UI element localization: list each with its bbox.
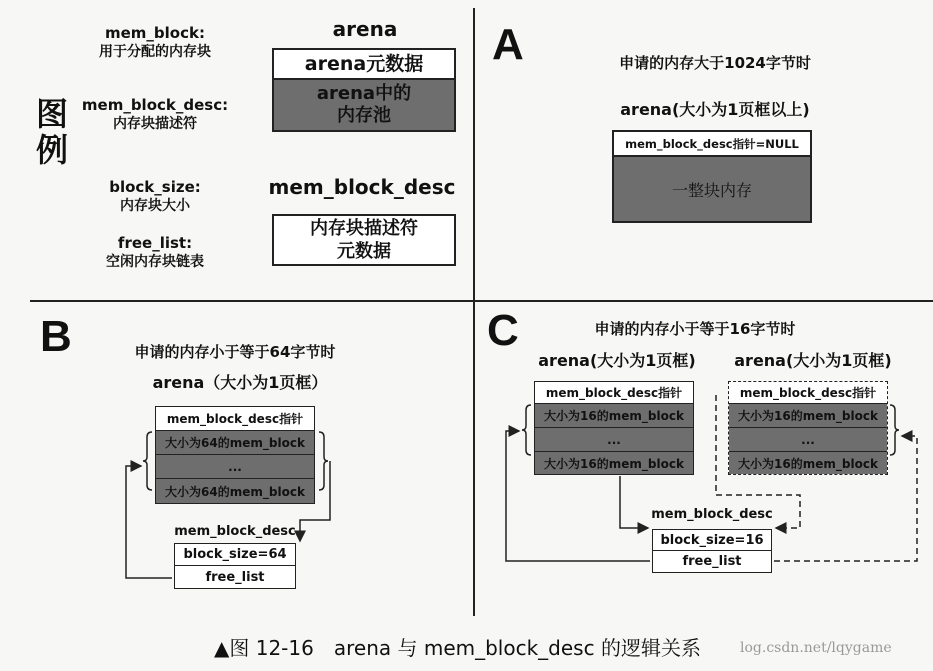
panel-c-arena-label-2: arena(大小为1页框) (734, 351, 892, 370)
free-list-to-arena2-c (774, 436, 917, 561)
panel-c-free-list: free_list (682, 554, 742, 569)
panel-b-block: ... (156, 455, 314, 479)
panel-c-block: 大小为16的mem_block (729, 404, 887, 428)
watermark: log.csdn.net/lqygame (740, 640, 892, 656)
panel-a-letter: A (492, 20, 524, 69)
panel-c-block: 大小为16的mem_block (535, 404, 693, 428)
panel-b-block-size: block_size=64 (175, 544, 295, 566)
legend-term-block-size: block_size: (109, 178, 201, 196)
figure-caption: ▲图 12-16 arena 与 mem_block_desc 的逻辑关系 (214, 636, 701, 660)
brace-right-c (890, 405, 899, 455)
panel-c-block: ... (535, 428, 693, 452)
legend-arena-title: arena (332, 17, 398, 41)
panel-c-ptr-1: mem_block_desc指针 (535, 382, 693, 404)
panel-b-block: 大小为64的mem_block (156, 479, 314, 503)
panel-c-block: 大小为16的mem_block (729, 452, 887, 474)
legend-term-mem-block: mem_block: (105, 24, 205, 42)
legend-desc-block-size: 内存块大小 (120, 198, 190, 214)
panel-b-ptr: mem_block_desc指针 (156, 407, 314, 431)
panel-c-ptr-2: mem_block_desc指针 (729, 382, 887, 404)
brace-left-c (522, 405, 531, 455)
legend-term-mem-block-desc: mem_block_desc: (81, 96, 229, 114)
panel-c-block: 大小为16的mem_block (535, 452, 693, 474)
panel-b-caption: 申请的内存小于等于64字节时 (134, 343, 336, 361)
panel-a-caption: 申请的内存大于1024字节时 (619, 54, 811, 72)
desc-link-c (506, 431, 650, 561)
panel-b-free-list: free_list (205, 569, 265, 585)
panel-b-desc-title: mem_block_desc (174, 524, 296, 539)
arena1-to-desc-c (620, 476, 648, 528)
legend-desc-free-list: 空闲内存块链表 (106, 254, 204, 270)
arena2-to-desc-c (716, 395, 800, 528)
brace-right-b (319, 432, 328, 490)
legend-arena-meta: arena元数据 (274, 50, 454, 80)
legend-arena-pool: arena中的 内存池 (274, 80, 454, 130)
legend-title: 图 例 (36, 95, 69, 169)
panel-b-arena-label: arena（大小为1页框） (152, 373, 328, 392)
legend-term-free-list: free_list: (117, 234, 193, 252)
panel-c-caption: 申请的内存小于等于16字节时 (594, 320, 796, 338)
legend-desc-title: mem_block_desc (268, 175, 456, 199)
legend-desc-mem-block-desc: 内存块描述符 (113, 116, 197, 132)
panel-c-letter: C (487, 306, 519, 355)
ptr-link-b (300, 461, 330, 541)
legend-desc-meta: 内存块描述符 元数据 (310, 218, 418, 262)
panel-c-arena-label-1: arena(大小为1页框) (538, 351, 696, 370)
brace-left-b (143, 432, 152, 490)
panel-a-ptr: mem_block_desc指针=NULL (614, 132, 810, 157)
panel-b-letter: B (40, 312, 72, 361)
panel-c-block: ... (729, 428, 887, 452)
panel-a-body: 一整块内存 (671, 181, 752, 200)
panel-c-block-size: block_size=16 (653, 530, 771, 551)
legend-desc-mem-block: 用于分配的内存块 (99, 44, 211, 60)
panel-c-desc-title: mem_block_desc (651, 507, 773, 522)
panel-b-block: 大小为64的mem_block (156, 431, 314, 455)
panel-a-arena-label: arena(大小为1页框以上) (620, 100, 810, 119)
desc-link-b (126, 466, 172, 578)
